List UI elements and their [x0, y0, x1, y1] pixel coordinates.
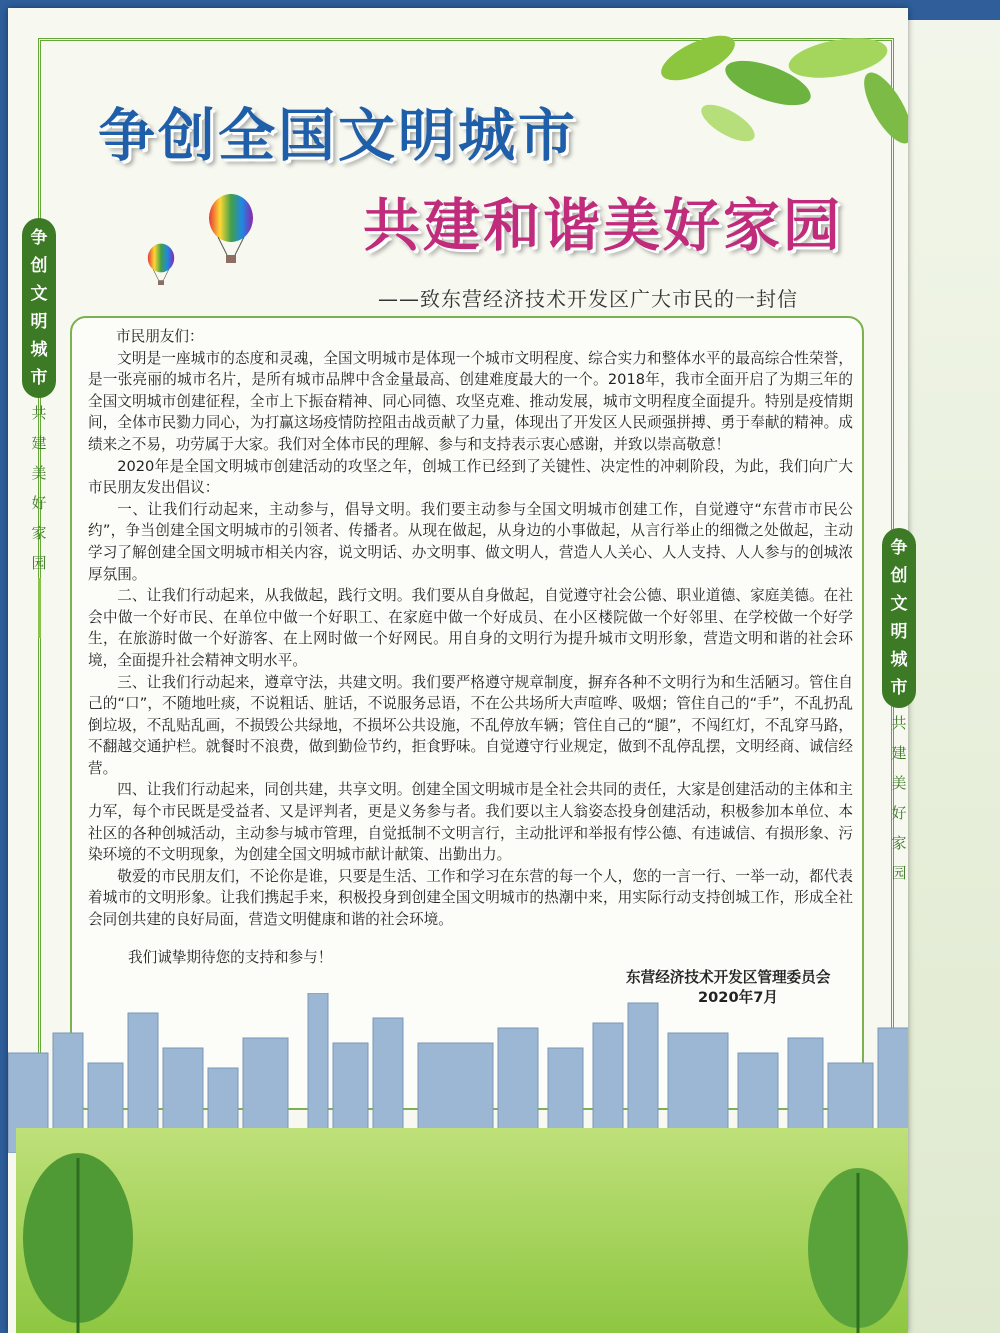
slogan-pill: 争 创 文 明 城 市 [22, 218, 56, 398]
paragraph: 敬爱的市民朋友们，不论你是谁，只要是生活、工作和学习在东营的每一个人，您的一言一行、一举一动，都代表着城市的文明形象。让我们携起手来，积极投身到创建全国文明城市的热潮中来，用实际行动支持创城工作，形成全社会同创共建的良好局面，营造文明健康和谐的社会环境。 [88, 867, 853, 929]
paragraph: 2020年是全国文明城市创建活动的攻坚之年，创城工作已经到了关键性、决定性的冲刺阶段，为此，我们向广大市民朋友发出倡议： [88, 457, 853, 497]
paragraph: 一、让我们行动起来，主动参与，倡导文明。我们要主动参与全国文明城市创建工作，自觉遵守“东营市市民公约”，争当创建全国文明城市的引领者、传播者。从现在做起，从身边的小事做起，从言行举止的细微之处做起，主动学习了解创建全国文明城市相关内容，说文明话、办文明事、做文明人，营造人人关心、人人支持、人人参与的创城浓厚氛围。 [88, 500, 853, 583]
paragraph: 三、让我们行动起来，遵章守法，共建文明。我们要严格遵守规章制度，摒弃各种不文明行为和生活陋习。管住自己的“口”，不随地吐痰，不说粗话、脏话，不说服务忌语，不在公共场所大声喧哗、吸烟；管住自己的“手”，不乱扔乱倒垃圾，不乱贴乱画，不损毁公共绿地，不损坏公共设施，不乱停放车辆；管住自己的“腿”，不闯红灯，不乱穿马路，不翻越交通护栏。就餐时不浪费，做到勤俭节约，拒食野味。自觉遵守行业规定，做到不乱停乱摆，文明经商、诚信经营。 [88, 673, 853, 777]
plant-left-icon [8, 1128, 168, 1333]
letter-body [88, 326, 853, 931]
right-tab-page [905, 20, 1000, 1333]
letter-date: 2020年7月 [698, 989, 778, 1006]
poster-sheet [8, 8, 908, 1333]
small-balloon-icon [146, 243, 176, 291]
closing-line: 我们诚挚期待您的支持和参与！ [128, 949, 333, 966]
left-vertical-slogan [22, 218, 56, 638]
paragraph: 文明是一座城市的态度和灵魂，全国文明城市是体现一个城市文明程度、综合实力和整体水平的最高综合性荣誉，是一张亮丽的城市名片，是所有城市品牌中含金量最高、创建难度最大的一个。2018年，我市全面开启了为期三年的全国文明城市创建征程，全市上下振奋精神、同心同德、攻坚克难、推动发展，城市文明程度全面提升。特别是疫情期间，全体市民勠力同心，为打赢这场疫情防控阻击战贡献了力量，体现出了开发区人民顽强拼搏、勇于奉献的精神。成绩来之不易，功劳属于大家。我们对全体市民的理解、参与和支持表示衷心感谢，并致以崇高敬意！ [88, 349, 853, 453]
leaf-decoration-icon [608, 28, 908, 168]
plant-right-icon [768, 1148, 908, 1333]
paragraph: 四、让我们行动起来，同创共建，共享文明。创建全国文明城市是全社会共同的责任，大家是创建活动的主体和主力军，每个市民既是受益者、又是评判者，更是义务参与者。我们要以主人翁姿态投身创建活动，积极参加本单位、本社区的各种创城活动，主动参与城市管理，自觉抵制不文明言行，主动批评和举报有悖公德、有违诚信、有损形象、污染环境的不文明现象，为创建全国文明城市献计献策、出勤出力。 [88, 781, 853, 864]
hot-air-balloon-icon [206, 193, 256, 273]
signature: 东营经济技术开发区管理委员会 [626, 969, 831, 986]
divider [38, 578, 41, 638]
title-line1: 争创全国文明城市 [98, 103, 578, 169]
greeting: 市民朋友们： [116, 328, 204, 345]
subtitle: ——致东营经济技术开发区广大市民的一封信 [378, 287, 798, 311]
title-line2: 共建和谐美好家园 [363, 193, 843, 259]
right-vertical-slogan [882, 528, 916, 888]
slogan-plain: 共 建 美 好 家 园 [31, 404, 47, 572]
slogan-pill: 争 创 文 明 城 市 [882, 528, 916, 708]
paragraph: 二、让我们行动起来，从我做起，践行文明。我们要从自身做起，自觉遵守社会公德、职业道德、家庭美德。在社会中做一个好市民、在单位中做一个好职工、在家庭中做一个好成员、在小区楼院做一个好邻里、在学校做一个好学生，在旅游时做一个好游客、在上网时做一个好网民。用自身的文明行为提升城市文明形象，营造文明和谐的社会环境，全面提升社会精神文明水平。 [88, 587, 853, 669]
slogan-plain: 共 建 美 好 家 园 [891, 714, 907, 882]
